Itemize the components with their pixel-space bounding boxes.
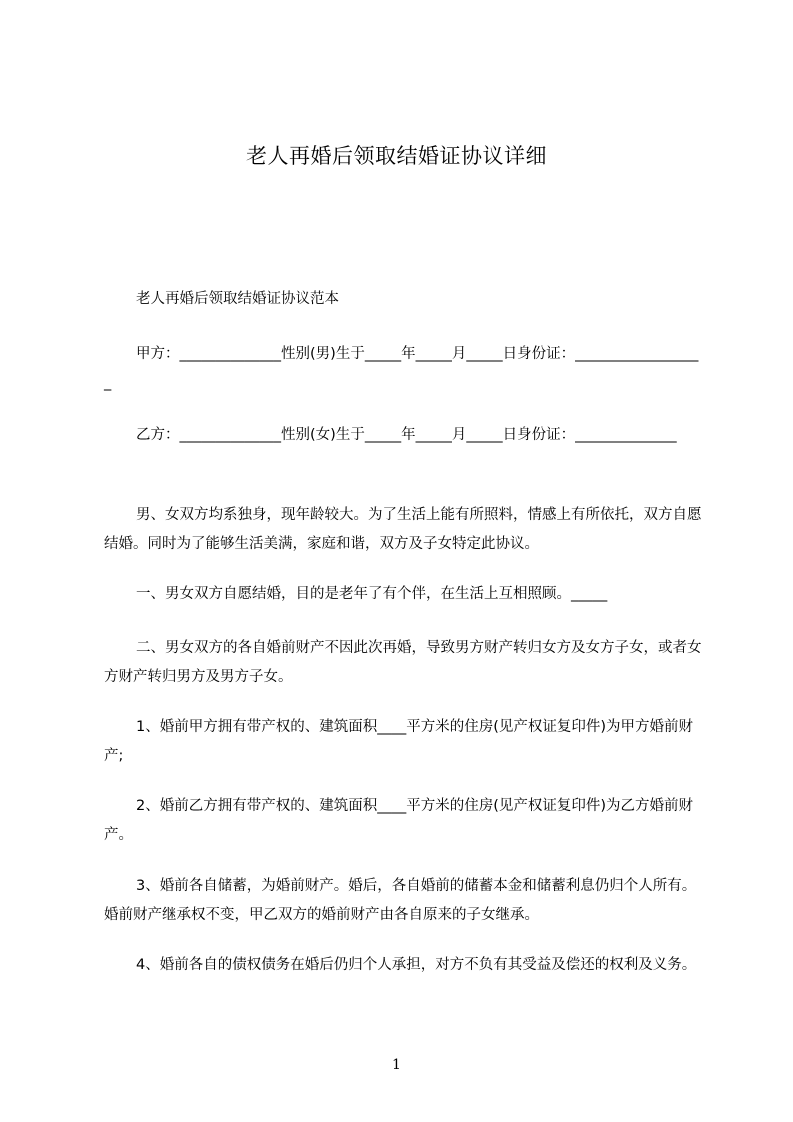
party-a-line: 甲方：______________性别(男)生于_____年_____月_____日身份证：__________________ [104,346,699,391]
document-title: 老人再婚后领取结婚证协议详细 [246,144,547,168]
document-subtitle: 老人再婚后领取结婚证协议范本 [136,291,339,307]
clause-2-paragraph: 二、男女双方的各自婚前财产不因此次再婚，导致男方财产转归女方及女方子女，或者女方财产转归男方及男方子女。 [104,640,702,685]
intro-paragraph: 男、女双方均系独身，现年龄较大。为了生活上能有所照料，情感上有所依托，双方自愿结婚。同时为了能够生活美满，家庭和谐，双方及子女特定此协议。 [104,507,702,552]
item-4-paragraph: 4、婚前各自的债权债务在婚后仍归个人承担，对方不负有其受益及偿还的权利及义务。 [136,957,697,973]
item-2-paragraph: 2、婚前乙方拥有带产权的、建筑面积____平方米的住房(见产权证复印件)为乙方婚前财产。 [104,798,694,843]
clause-1-paragraph: 一、男女双方自愿结婚，目的是老年了有个伴，在生活上互相照顾。_____ [136,586,608,602]
party-b-line: 乙方：______________性别(女)生于_____年_____月_____日身份证：______________ [136,427,677,443]
item-3-paragraph: 3、婚前各自储蓄，为婚前财产。婚后，各自婚前的储蓄本金和储蓄利息仍归个人所有。婚前财产继承权不变，甲乙双方的婚前财产由各自原来的子女继承。 [104,878,697,923]
page-number: 1 [392,1057,401,1073]
item-1-paragraph: 1、婚前甲方拥有带产权的、建筑面积____平方米的住房(见产权证复印件)为甲方婚前财产; [104,719,694,764]
